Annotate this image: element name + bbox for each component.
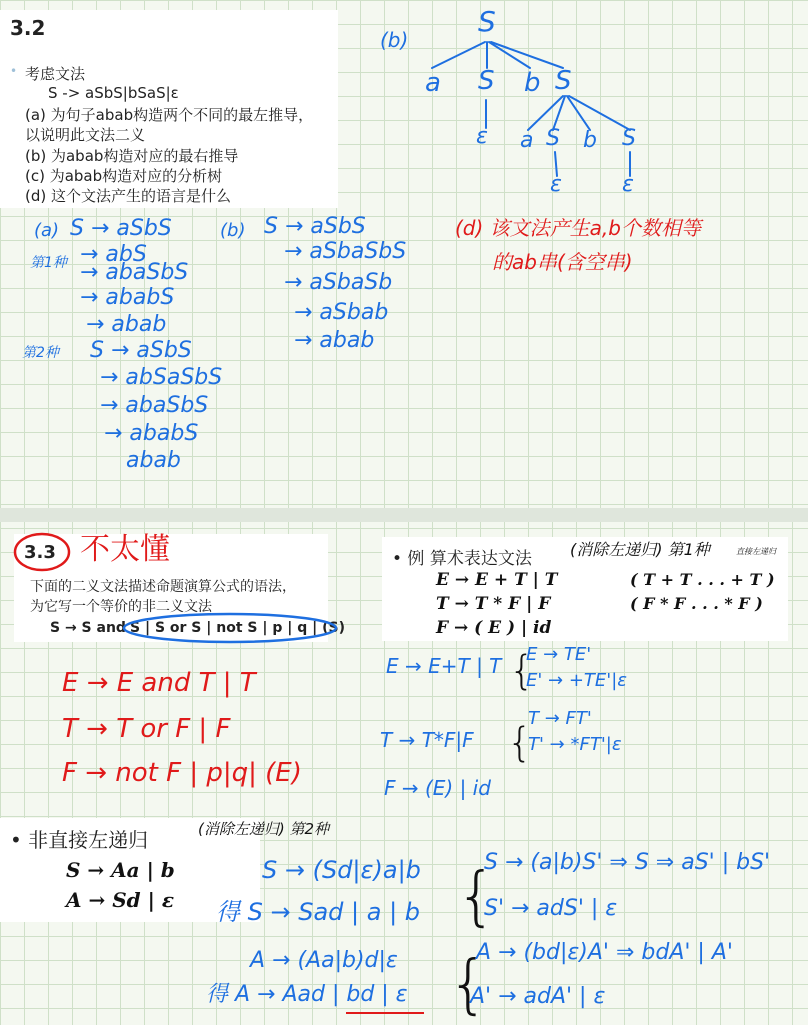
tree-node-s1: S [478,66,495,96]
tree-node-s4: S [622,126,636,151]
example-rule-e: E → E + T | T [436,570,558,590]
tree-root: S [478,5,496,38]
tree-node-s3: S [546,126,560,151]
problem-grammar: S -> aSbS|bSaS|ε [48,84,179,102]
brace-a: { [448,948,489,1022]
tree-node-s2: S [555,66,572,96]
example-sol-t: T → T*F|F [380,728,474,752]
indirect-a3: A → (bd|ε)A' ⇒ bdA' | A' [476,940,733,965]
example-sol-e-r1: E → TE' [526,644,592,665]
example-sol-f: F → (E) | id [384,776,491,800]
indirect-rule-a: A → Sd | ε [66,888,174,912]
example-sol-e: E → E+T | T [386,654,502,678]
indirect-a4: A' → adA' | ε [470,984,606,1009]
example-comment-e: ( T + T . . . + T ) [630,570,775,589]
indirect-rule-s: S → Aa | b [66,858,175,882]
problem-3-3-grammar-circled: S | S or S | not S | p | q | (S) [130,620,345,636]
tree-node-a2: a [520,128,534,153]
deriv-a-label: (a) [34,220,60,241]
problem-item-b: (b) 为abab构造对应的最右推导 [25,147,239,165]
problem-item-d: (d) 这个文法产生的语言是什么 [25,187,231,205]
indirect-a1: A → (Aa|b)d|ε [250,948,398,973]
example-note: (消除左递归) 第1种 [570,540,710,559]
section-divider [0,508,808,522]
brace-t: { [507,720,533,766]
deriv-b-label: (b) [220,220,246,241]
deriv-a-row5: → abab [86,312,167,337]
deriv-b-row3: → aSbaSb [284,270,393,295]
deriv-a-tag1: 第1种 [30,255,67,271]
deriv-a-row1: S → aSbS [70,216,172,241]
indirect-s3: S → (a|b)S' ⇒ S ⇒ aS' | bS' [484,850,771,875]
deriv-b-row1: S → aSbS [264,214,366,239]
deriv-a2-row3: → abaSbS [100,393,209,418]
underline-bd [346,1012,424,1014]
problem-3-3-desc1: 下面的二义文法描述命题演算公式的语法， [30,579,296,595]
deriv-a-row3: → abaSbS [80,260,189,285]
example-rule-t: T → T * F | F [436,594,551,614]
problem-intro: 考虑文法 [25,65,86,83]
tree-node-b2: b [583,128,597,153]
example-sol-t-r2: T' → *FT'|ε [528,734,622,755]
deriv-a2-row2: → abSaSbS [100,365,223,390]
indirect-s1: S → (Sd|ε)a|b [262,856,421,884]
tree-node-b: b [524,68,541,98]
tree-node-a: a [425,68,441,98]
indirect-s4: S' → adS' | ε [484,896,618,921]
problem-3-3-grammar-prefix: S → S and [50,620,126,636]
deriv-b-row2: → aSbaSbS [284,239,407,264]
problem-3-3-desc2: 为它写一个等价的非二义文法 [30,599,212,615]
deriv-b-row4: → aSbab [294,300,389,325]
problem-item-a1: (a) 为句子abab构造两个不同的最左推导， [25,106,314,124]
deriv-a-row4: → ababS [80,285,175,310]
solution-3-3-row3: F → not F | p|q| (E) [62,758,302,788]
solution-3-3-row1: E → E and T | T [62,668,256,698]
indirect-a2: 得 A → Aad | bd | ε [206,982,408,1007]
answer-d-line2: 的ab串(含空串) [492,250,633,274]
indirect-s2: 得 S → Sad | a | b [216,898,421,926]
problem-item-a2: 以说明此文法二义 [25,126,146,144]
problem-item-c: (c) 为abab构造对应的分析树 [25,167,223,185]
problem-3-3-note: 不太懂 [80,532,170,567]
deriv-a-tag2: 第2种 [22,345,59,361]
problem-number: 3.2 [10,16,46,40]
indirect-note: (消除左递归) 第2种 [198,820,330,838]
deriv-a2-row5: abab [126,448,181,473]
grammar-circle [120,612,340,646]
problem-3-3-number: 3.3 [24,542,56,563]
deriv-a2-row4: → ababS [104,421,199,446]
deriv-a2-row1: S → aSbS [90,338,192,363]
example-sol-t-r1: T → FT' [528,708,592,729]
parse-tree-lines [0,0,808,220]
example-rule-f: F → ( E ) | id [436,618,552,638]
example-small-note: 直接左递归 [736,547,776,556]
tree-node-eps2: ε [550,172,562,197]
example-comment-t: ( F * F . . . * F ) [630,594,763,613]
tree-label: (b) [380,28,409,52]
tree-node-eps1: ε [476,124,488,149]
brace-e: { [509,648,535,694]
brace-s: { [456,860,497,934]
tree-node-eps3: ε [622,172,634,197]
indirect-title: • 非直接左递归 [10,828,149,852]
bullet-dot: • [10,64,18,78]
solution-3-3-row2: T → T or F | F [62,714,231,744]
example-sol-e-r2: E' → +TE'|ε [526,670,628,691]
example-title: • 例 算术表达文法 [392,549,532,569]
deriv-b-row5: → abab [294,328,375,353]
answer-d-line1: (d) 该文法产生a,b个数相等 [455,216,701,240]
deriv-a-row2: → abS [80,242,147,267]
